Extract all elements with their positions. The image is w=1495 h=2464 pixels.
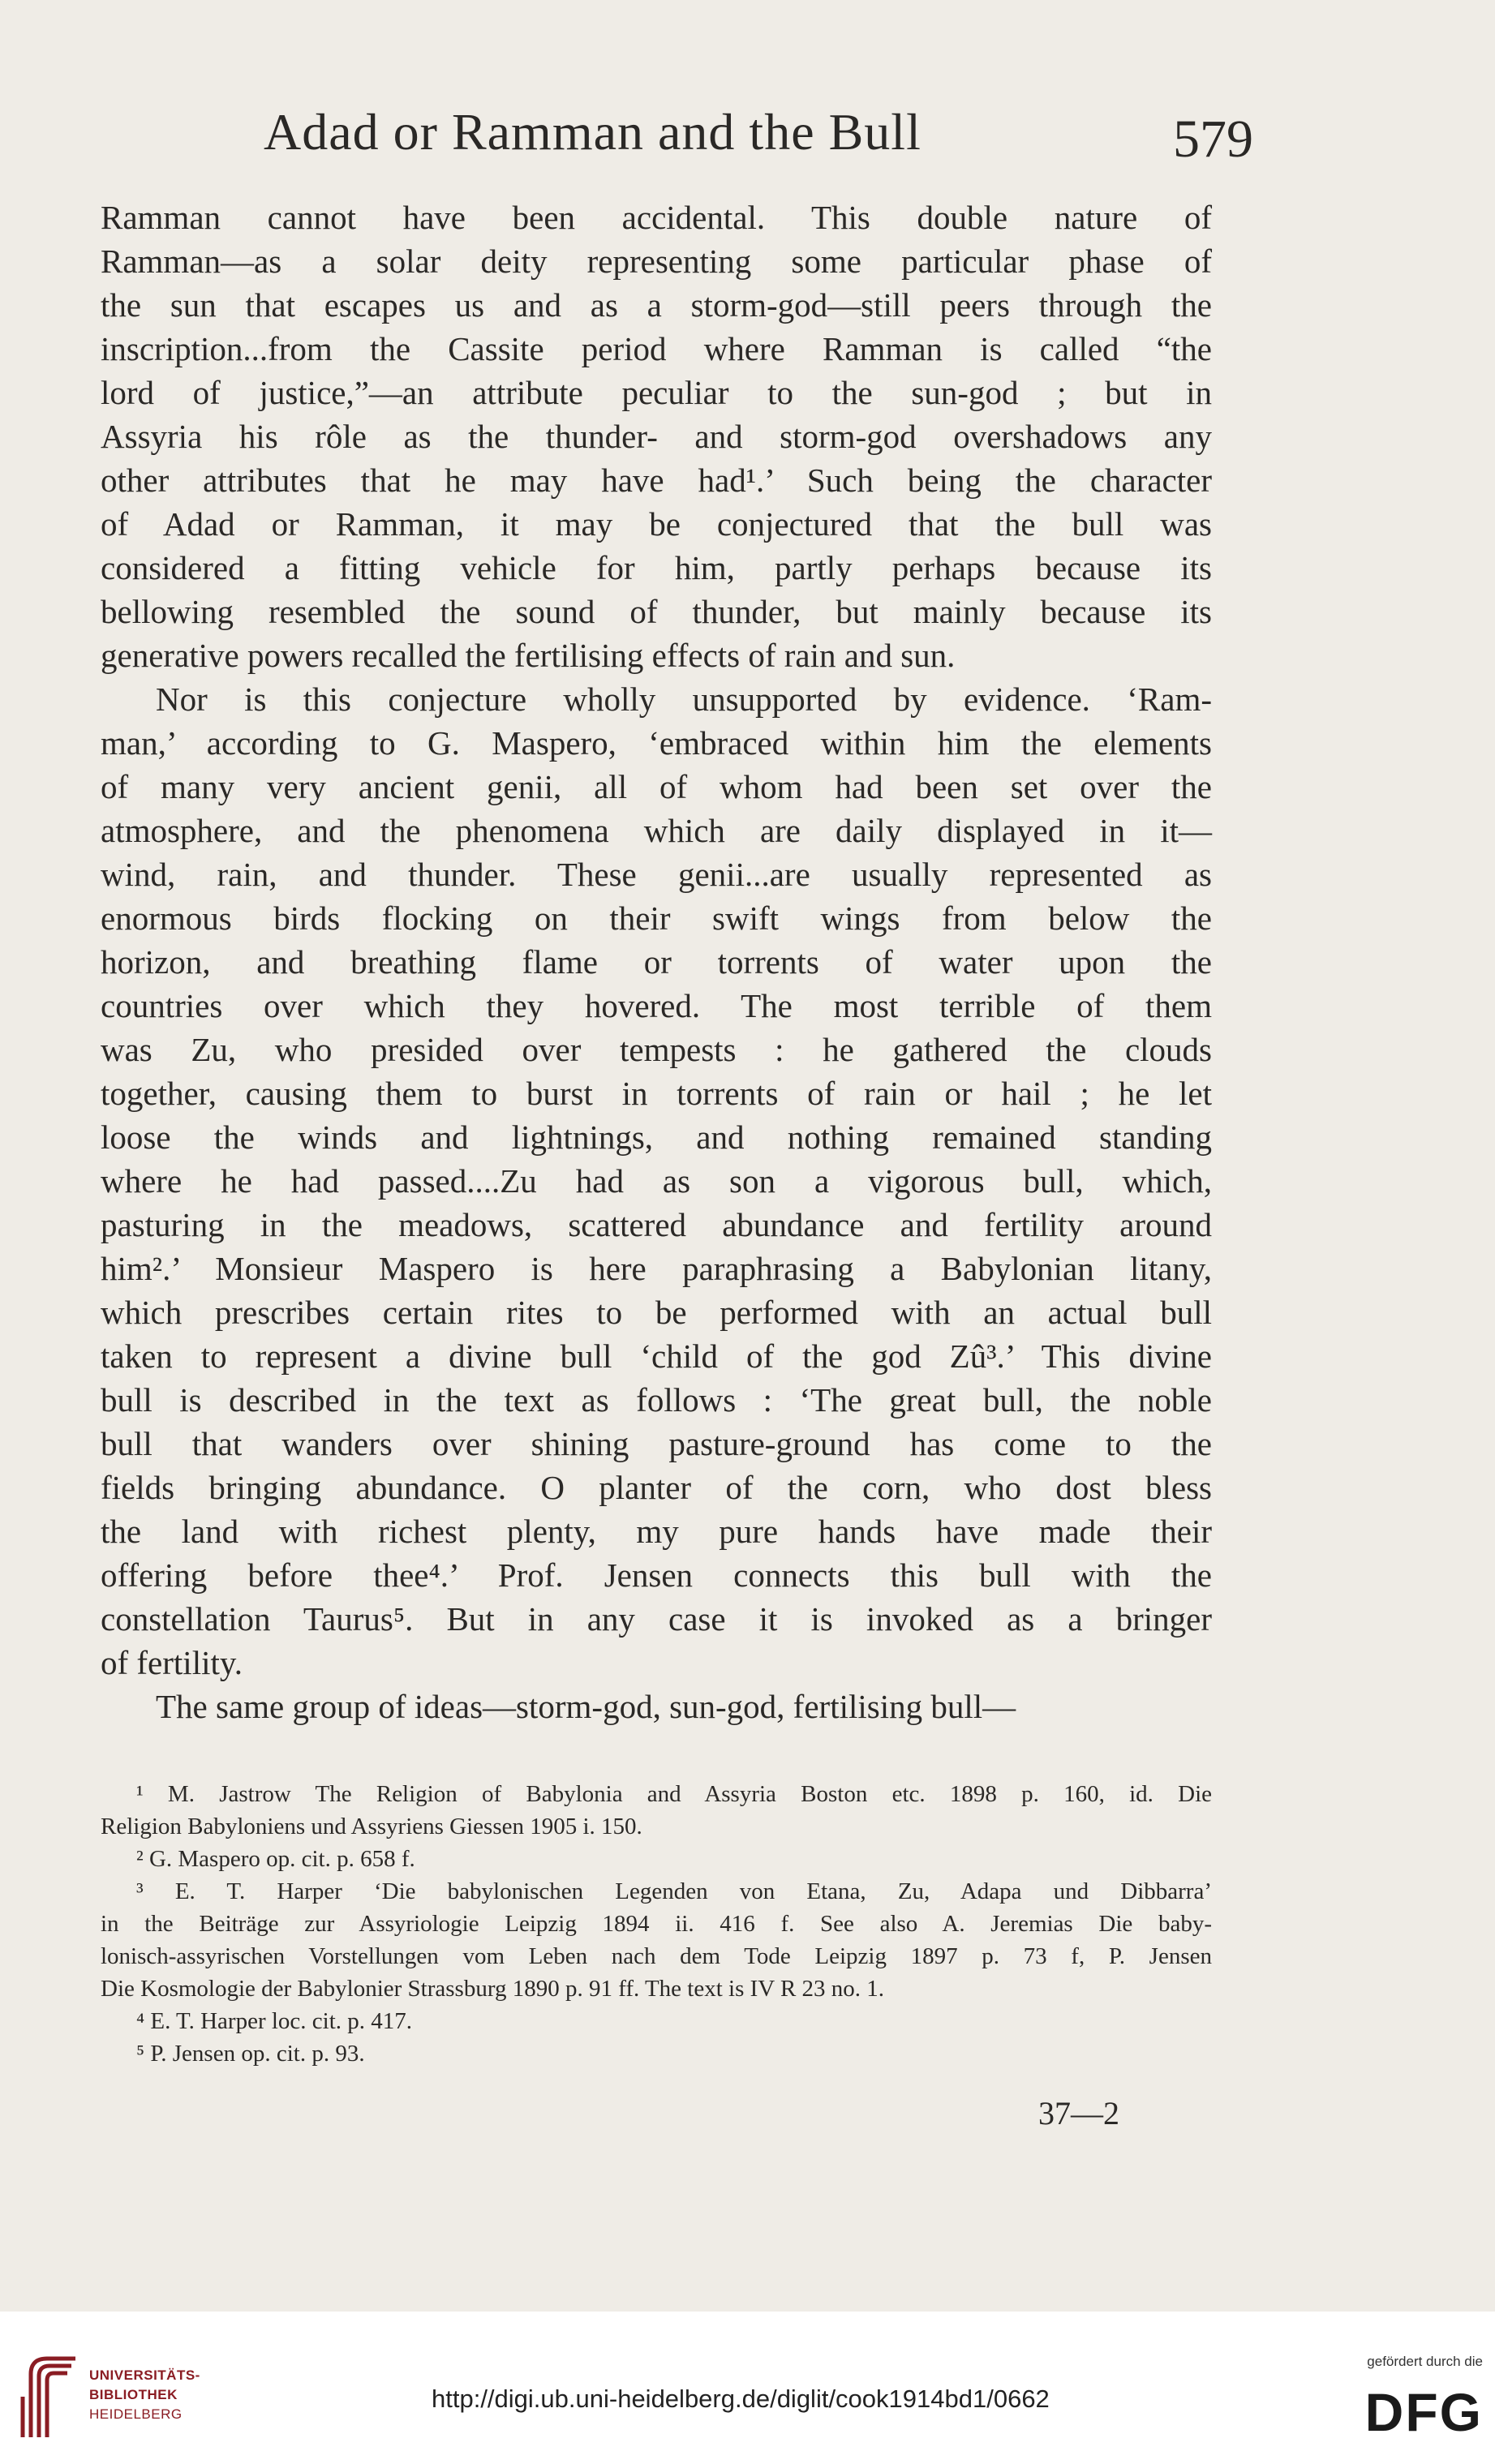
body-line: fields bringing abundance. O planter of the corn, who dost bless	[101, 1469, 1212, 1506]
body-line: Ramman—as a solar deity representing some particular phase of	[101, 243, 1212, 280]
body-line: Assyria his rôle as the thunder- and storm-god overshadows any	[101, 418, 1212, 455]
body-line: The same group of ideas—storm-god, sun-god, fertilising bull—	[156, 1688, 1016, 1725]
body-line: other attributes that he may have had¹.’ Such being the character	[101, 461, 1212, 499]
footnotes	[101, 1778, 1212, 2070]
footnote-line: in the Beiträge zur Assyriologie Leipzig 1894 ii. 416 f. See also A. Jeremias Die baby-	[101, 1911, 1212, 1937]
body-line: the land with richest plenty, my pure hands have made their	[101, 1513, 1212, 1550]
library-line: HEIDELBERG	[89, 2406, 183, 2422]
body-line: bellowing resembled the sound of thunder, but mainly because its	[101, 593, 1212, 630]
body-line: considered a fitting vehicle for him, partly perhaps because its	[101, 549, 1212, 586]
body-line: Nor is this conjecture wholly unsupported by evidence. ‘Ram-	[156, 680, 1212, 718]
body-line: pasturing in the meadows, scattered abundance and fertility around	[101, 1206, 1212, 1243]
body-line: was Zu, who presided over tempests : he gathered the clouds	[101, 1031, 1212, 1068]
footnote-line: ⁴ E. T. Harper loc. cit. p. 417.	[136, 2008, 413, 2034]
body-line: taken to represent a divine bull ‘child of the god Zû³.’ This divine	[101, 1337, 1212, 1375]
body-line: wind, rain, and thunder. These genii...are usually represented as	[101, 856, 1212, 893]
body-line: which prescribes certain rites to be performed with an actual bull	[101, 1294, 1212, 1331]
footnote-line: ⁵ P. Jensen op. cit. p. 93.	[136, 2041, 365, 2067]
library-logo-icon	[15, 2356, 79, 2445]
body-line: countries over which they hovered. The most terrible of them	[101, 987, 1212, 1024]
body-line: inscription...from the Cassite period where Ramman is called “the	[101, 330, 1212, 367]
library-line: BIBLIOTHEK	[89, 2387, 178, 2402]
body-line: bull that wanders over shining pasture-ground has come to the	[101, 1425, 1212, 1462]
library-line: UNIVERSITÄTS-	[89, 2367, 200, 2383]
source-url-link[interactable]: http://digi.ub.uni-heidelberg.de/diglit/cook1914bd1/0662	[432, 2385, 1050, 2413]
body-text	[101, 195, 1212, 1728]
body-line: of many very ancient genii, all of whom had been set over the	[101, 768, 1212, 805]
body-line: generative powers recalled the fertilising effects of rain and sun.	[101, 637, 956, 674]
body-line: the sun that escapes us and as a storm-god—still peers through the	[101, 286, 1212, 324]
body-line: of fertility.	[101, 1644, 243, 1681]
body-line: him².’ Monsieur Maspero is here paraphrasing a Babylonian litany,	[101, 1250, 1212, 1287]
body-line: bull is described in the text as follows : ‘The great bull, the noble	[101, 1381, 1212, 1419]
page-number: 579	[1173, 109, 1253, 169]
body-line: loose the winds and lightnings, and nothing remained standing	[101, 1118, 1212, 1156]
footnote-line: ³ E. T. Harper ‘Die babylonischen Legenden von Etana, Zu, Adapa und Dibbarra’	[136, 1878, 1212, 1904]
signature-mark: 37—2	[1038, 2095, 1119, 2131]
running-title: Adad or Ramman and the Bull	[264, 103, 921, 161]
body-line: enormous birds flocking on their swift wings from below the	[101, 899, 1212, 937]
body-line: where he had passed....Zu had as son a vigorous bull, which,	[101, 1162, 1212, 1200]
footnote-line: ¹ M. Jastrow The Religion of Babylonia and Assyria Boston etc. 1898 p. 160, id. Die	[136, 1781, 1212, 1807]
body-line: lord of justice,”—an attribute peculiar to the sun-god ; but in	[101, 374, 1212, 411]
body-line: man,’ according to G. Maspero, ‘embraced within him the elements	[101, 724, 1212, 762]
running-head	[264, 102, 1253, 175]
body-line: offering before thee⁴.’ Prof. Jensen connects this bull with the	[101, 1556, 1212, 1594]
footnote-line: ² G. Maspero op. cit. p. 658 f.	[136, 1846, 415, 1872]
funder-tagline: gefördert durch die	[1367, 2354, 1483, 2369]
funder-logo	[1321, 2354, 1483, 2451]
library-logo-text	[89, 2366, 200, 2424]
body-line: of Adad or Ramman, it may be conjectured that the bull was	[101, 505, 1212, 543]
body-line: together, causing them to burst in torrents of rain or hail ; he let	[101, 1075, 1212, 1112]
dfg-logo-text: DFG	[1364, 2382, 1483, 2442]
footnote-line: Die Kosmologie der Babylonier Strassburg 1890 p. 91 ff. The text is IV R 23 no. 1.	[101, 1976, 885, 2002]
body-line: horizon, and breathing flame or torrents of water upon the	[101, 943, 1212, 981]
body-line: Ramman cannot have been accidental. This double nature of	[101, 199, 1212, 236]
body-line: constellation Taurus⁵. But in any case it is invoked as a bringer	[101, 1600, 1212, 1638]
footnote-line: lonisch-assyrischen Vorstellungen vom Leben nach dem Tode Leipzig 1897 p. 73 f, P. Jensen	[101, 1943, 1212, 1969]
library-logo	[15, 2356, 209, 2445]
footnote-line: Religion Babyloniens und Assyriens Giessen 1905 i. 150.	[101, 1814, 642, 1839]
body-line: atmosphere, and the phenomena which are daily displayed in it—	[101, 812, 1212, 849]
